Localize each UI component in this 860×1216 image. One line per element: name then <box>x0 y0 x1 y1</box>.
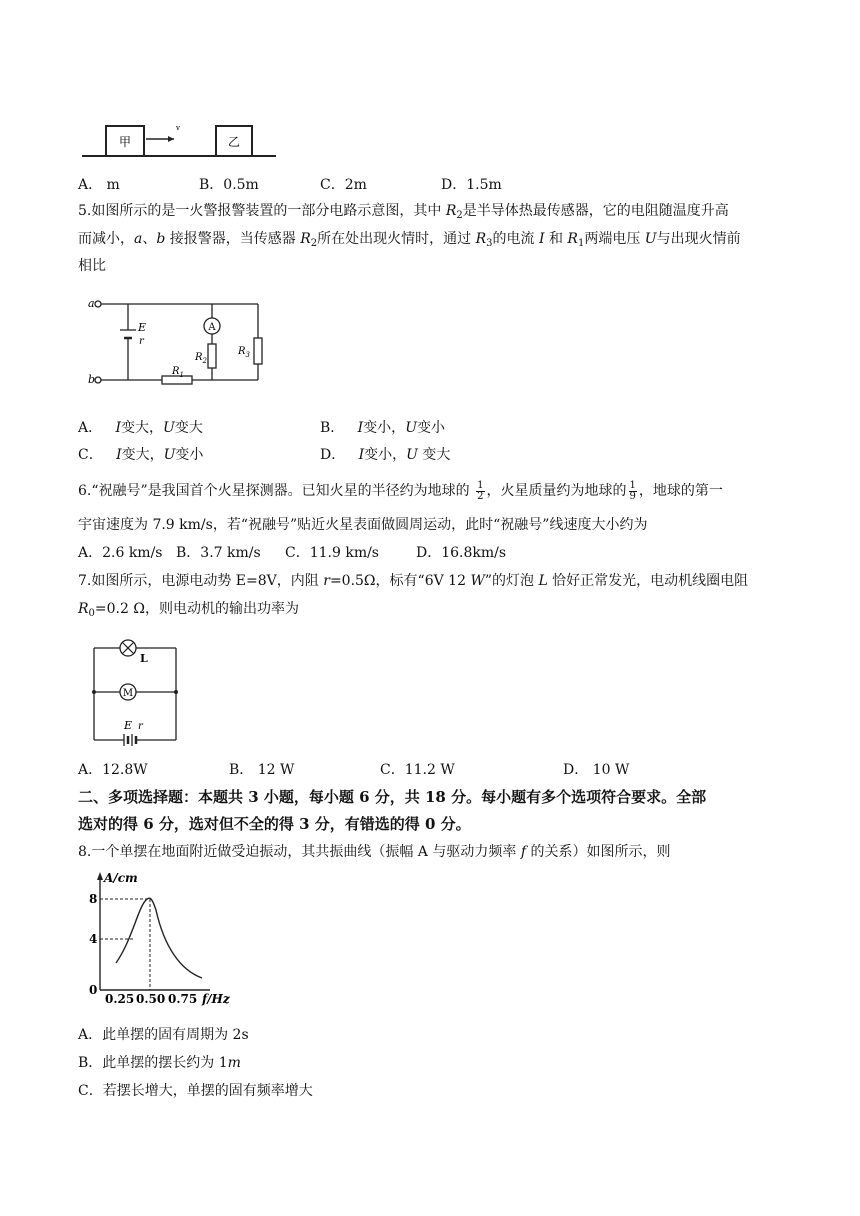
q6-option-b: B．3.7 km/s <box>176 545 261 561</box>
q7-stem-line2: $R_0=0.2$ Ω，则电动机的输出功率为 <box>78 601 299 619</box>
section2-heading-line2: 选对的得 6 分，选对但不全的得 3 分，有错选的得 0 分。 <box>78 815 471 833</box>
fraction-one-half: $\frac{1}{2}$ <box>477 479 484 502</box>
q5-option-d: D． I变小，U 变大 <box>320 447 451 463</box>
q8-resonance-graph <box>80 868 240 1008</box>
q7-option-c: C．11.2 W <box>380 762 455 778</box>
q4-option-b: B．0.5m <box>199 177 259 193</box>
q7-circuit-figure <box>88 636 188 748</box>
y-axis-label: A/cm <box>104 871 138 885</box>
box-yi-label: 乙 <box>227 135 241 149</box>
q7-option-b: B． 12 W <box>229 762 295 778</box>
lamp-label: L <box>140 652 148 665</box>
x-tick-050: 0.50 <box>136 992 166 1006</box>
q6-option-a: A．2.6 km/s <box>78 545 163 561</box>
q4-option-a: A． m <box>78 177 120 193</box>
q4-option-d: D．1.5m <box>441 177 502 193</box>
x-tick-075: 0.75 <box>168 992 198 1006</box>
q5-stem-line1: 5.如图所示的是一火警报警装置的一部分电路示意图，其中 $R_2$是半导体热最传感器，它的电阻随温度升高 <box>78 203 729 221</box>
origin-label: 0 <box>89 983 98 997</box>
x-tick-025: 0.25 <box>105 992 135 1006</box>
q5-option-c: C． I变大，U变小 <box>78 447 204 463</box>
box-jia-label: 甲 <box>118 135 132 149</box>
q7-option-d: D． 10 W <box>563 762 630 778</box>
q5-stem-line3: 相比 <box>78 258 106 274</box>
q7-option-a: A．12.8W <box>78 762 148 778</box>
q6-option-c: C．11.9 km/s <box>285 545 379 561</box>
internal-resistance-label: r <box>139 336 144 347</box>
emf-label: E <box>138 321 147 334</box>
y-tick-8: 8 <box>89 892 98 906</box>
q4-option-c: C．2m <box>320 177 367 193</box>
q8-stem: 8.一个单摆在地面附近做受迫振动，其共振曲线（振幅 A 与驱动力频率 f 的关系）如图所示，则 <box>78 844 671 860</box>
q4-figure <box>80 118 280 160</box>
q5-stem-line2: 而减小，a、b 接报警器，当传感器 $R_2$所在处出现火情时，通过 $R_3$的电流 I 和 $R_1$两端电压 U与出现火情前 <box>78 231 741 249</box>
q5-circuit-figure <box>88 294 268 388</box>
q6-option-d: D．16.8km/s <box>416 545 507 561</box>
velocity-mark: v <box>176 124 180 132</box>
ammeter-icon: A <box>208 322 216 333</box>
r2-label: $R_2$ <box>195 352 207 365</box>
q7-stem-line1: 7.如图所示，电源电动势 E=8V，内阻 r=0.5Ω，标有“6V 12 W”的灯泡 L 恰好正常发光，电动机线圈电阻 <box>78 573 749 589</box>
section2-heading-line1: 二、多项选择题：本题共 3 小题，每小题 6 分，共 18 分。每小题有多个选项符合要求。全部 <box>78 788 707 806</box>
q5-option-a: A． I变大，U变大 <box>78 420 203 436</box>
q6-stem-line1: 6.“祝融号”是我国首个火星探测器。已知火星的半径约为地球的 $\frac{1}{2}$ ，火星质量约为地球的 $\frac{1}{9}$ ，地球的第一 <box>78 479 723 502</box>
y-tick-4: 4 <box>89 932 98 946</box>
r1-label: $R_1$ <box>172 366 184 379</box>
terminal-a-label: a <box>88 297 95 310</box>
x-axis-label: f/Hz <box>202 992 230 1006</box>
terminal-b-label: b <box>88 373 96 386</box>
r3-label: $R_3$ <box>238 346 250 359</box>
fraction-one-ninth: $\frac{1}{9}$ <box>629 479 636 502</box>
motor-icon: M <box>122 688 134 699</box>
q8-option-a: A．此单摆的固有周期为 2s <box>78 1027 249 1043</box>
q6-stem-line2: 宇宙速度为 7.9 km/s，若“祝融号”贴近火星表面做圆周运动，此时“祝融号”线速度大小约为 <box>78 517 648 533</box>
q8-option-c: C．若摆长增大，单摆的固有频率增大 <box>78 1083 313 1099</box>
r-label-q7: r <box>138 721 143 732</box>
q5-option-b: B． I变小，U变小 <box>320 420 445 436</box>
emf-label-q7: E <box>124 719 133 732</box>
q8-option-b: B．此单摆的摆长约为 1m <box>78 1055 241 1071</box>
